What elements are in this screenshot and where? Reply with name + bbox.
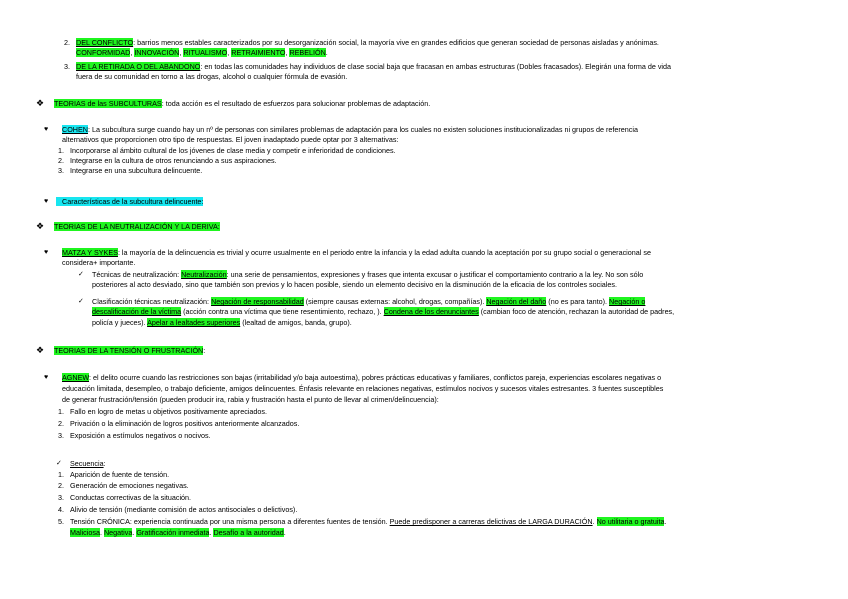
author-name: AGNEW [62, 373, 90, 382]
highlight-label: Desafío a la autoridad [213, 528, 284, 537]
separator: , [285, 48, 288, 57]
paragraph-text: (no es para tanto). [546, 297, 610, 306]
paragraph-text: (cambian foco de atención, rechazan la autoridad de padres, [478, 307, 675, 316]
list-item [50, 156, 277, 166]
list-item [92, 270, 643, 280]
paragraph-text: alternativos que proporcionen otro tipo de respuestas. El joven inadaptado puede optar por 3 alternativas: [62, 135, 399, 144]
subheading-text: Secuencia [70, 459, 104, 468]
paragraph-text: : el delito ocurre cuando las restricciones son bajas (irritabilidad y/o baja autoestima), pobres prácticas educativas y familiares, conflictos pareja, experiencias escolares negativas o [89, 373, 662, 382]
paragraph-text: Clasificación técnicas neutralización: [92, 297, 212, 306]
highlight-text: Características de la subcultura delincuente: [56, 197, 203, 206]
tag-retraimiento: RETRAIMIENTO [231, 48, 286, 57]
list-item-text: Generación de emociones negativas. [70, 481, 189, 490]
paragraph-text: : una serie de pensamientos, expresiones y frases que intenta excusar o justificar el comportamiento contrario a la ley. No son sólo [226, 270, 644, 279]
paragraph-text: : La subcultura surge cuando hay un nº de personas con similares problemas de adaptación para los cuales no existen soluciones institucionalizadas ni grupos de referencia [87, 125, 638, 134]
separator: . [99, 528, 104, 537]
list-number: 1. [58, 146, 64, 155]
highlight-label: DE LA RETIRADA O DEL ABANDONO [76, 62, 201, 71]
separator: . [664, 517, 667, 526]
heart-bullet-icon: ♥ [44, 249, 49, 256]
list-item [50, 166, 202, 176]
section-title: TEORIAS DE LA TENSIÓN O FRUSTRACIÓN [54, 346, 204, 355]
highlight-label: No utilitaria o gratuita [596, 517, 665, 526]
section-title: TEORIAS de las SUBCULTURAS [54, 99, 162, 108]
list-item [50, 419, 299, 429]
separator: , [227, 48, 230, 57]
list-item-text: Integrarse en la cultura de otros renunciando a sus aspiraciones. [70, 156, 277, 165]
paragraph-text: posteriores al acto desviado, sino que también son previos y lo hacen posible, siendo un elemento decisivo en la disminución de la eficacia de los controles sociales. [92, 280, 617, 289]
paragraph [62, 248, 651, 258]
list-item [50, 505, 297, 515]
separator: : [103, 459, 106, 468]
list-item [50, 481, 189, 491]
highlighted-heading [56, 197, 203, 207]
list-number: 3. [58, 431, 64, 440]
heart-bullet-icon: ♥ [44, 374, 49, 381]
highlight-label: Negación del daño [486, 297, 547, 306]
highlight-label: Apelar a lealtades superiores [147, 318, 241, 327]
tag-conformidad: CONFORMIDAD [76, 48, 131, 57]
list-item [50, 517, 666, 527]
list-number: 2. [58, 419, 64, 428]
check-bullet-icon: ✓ [78, 271, 84, 278]
list-number: 1. [58, 470, 64, 479]
list-item [50, 493, 191, 503]
separator: , [130, 48, 133, 57]
check-bullet-icon: ✓ [56, 460, 62, 467]
highlight-label: Negativa [103, 528, 133, 537]
section-title: TEORIAS DE LA NEUTRALIZACIÓN Y LA DERIVA: [54, 222, 220, 231]
subheading [70, 459, 106, 469]
paragraph [62, 125, 638, 135]
highlight-label: Negación de responsabilidad [211, 297, 304, 306]
heart-bullet-icon: ♥ [44, 198, 49, 205]
check-bullet-icon: ✓ [78, 298, 84, 305]
separator: : [203, 346, 206, 355]
list-item-text: Incorporarse al ámbito cultural de los jóvenes de clase media y competir e inferioridad de condiciones. [70, 146, 396, 155]
highlight-label: Neutralización [181, 270, 227, 279]
list-item-text: Tensión CRÓNICA: experiencia continuada por una misma persona a diferentes fuentes de tensión. [70, 517, 390, 526]
paragraph-line [92, 318, 352, 328]
tag-list [70, 528, 286, 538]
star-bullet-icon: ❖ [36, 221, 45, 231]
paragraph-text: educación limitada, desempleo, o trabajo deficiente, amigos delincuentes. Énfasis relevante en relaciones negativas, estímulos nocivos y sucesos vitales estresantes. 3 fuentes susceptibles [62, 384, 664, 393]
section-heading [54, 346, 205, 356]
list-item-text: Conductas correctivas de la situación. [70, 493, 192, 502]
section-heading [54, 222, 220, 232]
list-item [56, 38, 659, 48]
list-item [50, 431, 211, 441]
separator: . [592, 517, 597, 526]
paragraph-text: : la mayoría de la delincuencia es trivial y ocurre usualmente en el periodo entre la infancia y la edad adulta cuando la aceptación por su grupo social o generacional se [117, 248, 651, 257]
highlight-label: Negación o [609, 297, 646, 306]
author-name: MATZA Y SYKES [62, 248, 118, 257]
star-bullet-icon: ❖ [36, 345, 45, 355]
tag-list [76, 48, 328, 58]
separator: . [132, 528, 137, 537]
separator: . [325, 48, 328, 57]
highlight-label: Maliciosa [70, 528, 100, 537]
paragraph-text: policía y jueces). [92, 318, 148, 327]
list-item-text: Alivio de tensión (mediante comisión de actos antisociales o delictivos). [70, 505, 298, 514]
tag-rebelion: REBELIÓN [289, 48, 326, 57]
heart-bullet-icon: ♥ [44, 126, 49, 133]
highlight-label: Condena de los denunciantes [383, 307, 479, 316]
paragraph-line [92, 307, 674, 317]
highlight-label: DEL CONFLICTO [76, 38, 134, 47]
list-number: 4. [58, 505, 64, 514]
star-bullet-icon: ❖ [36, 98, 45, 108]
tag-ritualismo: RITUALISMO [183, 48, 228, 57]
separator: . [283, 528, 286, 537]
list-item-text: Fallo en logro de metas u objetivos positivamente apreciados. [70, 407, 267, 416]
paragraph-text: considera+ importante. [62, 258, 136, 267]
list-item [50, 470, 169, 480]
paragraph-text: : en todas las comunidades hay individuos de clase social baja que fracasan en ambas estructuras (Dobles fracasados). Elegirán una forma de vida [200, 62, 672, 71]
list-item-text: Exposición a estímulos negativos o nocivos. [70, 431, 211, 440]
paragraph-text: de generar frustración/tensión (pueden producir ira, rabia y frustración hasta el punto de llevar al crimen/delincuencia): [62, 395, 439, 404]
list-item [56, 62, 671, 72]
paragraph-text: Técnicas de neutralización: [92, 270, 182, 279]
paragraph-text: : toda acción es el resultado de esfuerzos para solucionar problemas de adaptación. [161, 99, 431, 108]
author-name: COHEN [62, 125, 88, 134]
paragraph-text: (siempre causas externas: alcohol, drogas, compañías). [303, 297, 487, 306]
separator: , [179, 48, 182, 57]
highlight-label: descalificación de la víctima [92, 307, 182, 316]
list-number: 3. [64, 62, 70, 71]
underlined-text: Puede predisponer a carreras delictivas de LARGA DURACIÓN [389, 517, 593, 526]
paragraph-text: : barrios menos estables caracterizados por su desorganización social, la mayoría vive en grandes edificios que generan sociedad de personas aisladas y anónimas. [133, 38, 659, 47]
list-item-text: Integrarse en una subcultura delincuente. [70, 166, 203, 175]
paragraph-text: (acción contra una víctima que tiene resentimiento, rechazo, ). [181, 307, 384, 316]
section-heading [54, 99, 430, 109]
separator: . [209, 528, 214, 537]
list-number: 5. [58, 517, 64, 526]
paragraph [62, 373, 661, 383]
list-item [50, 407, 267, 417]
list-item [92, 297, 645, 307]
list-item [50, 146, 396, 156]
list-number: 2. [64, 38, 70, 47]
list-number: 3. [58, 493, 64, 502]
list-number: 1. [58, 407, 64, 416]
list-number: 2. [58, 156, 64, 165]
list-item-text: Privación o la eliminación de logros positivos anteriormente alcanzados. [70, 419, 300, 428]
list-number: 3. [58, 166, 64, 175]
paragraph-text: fuera de su comunidad en torno a las drogas, alcohol o cualquier fórmula de evasión. [76, 72, 348, 81]
list-number: 2. [58, 481, 64, 490]
paragraph-text: (lealtad de amigos, banda, grupo). [240, 318, 352, 327]
tag-innovacion: INNOVACIÓN [134, 48, 180, 57]
list-item-text: Aparición de fuente de tensión. [70, 470, 170, 479]
highlight-label: Gratificación inmediata [136, 528, 210, 537]
